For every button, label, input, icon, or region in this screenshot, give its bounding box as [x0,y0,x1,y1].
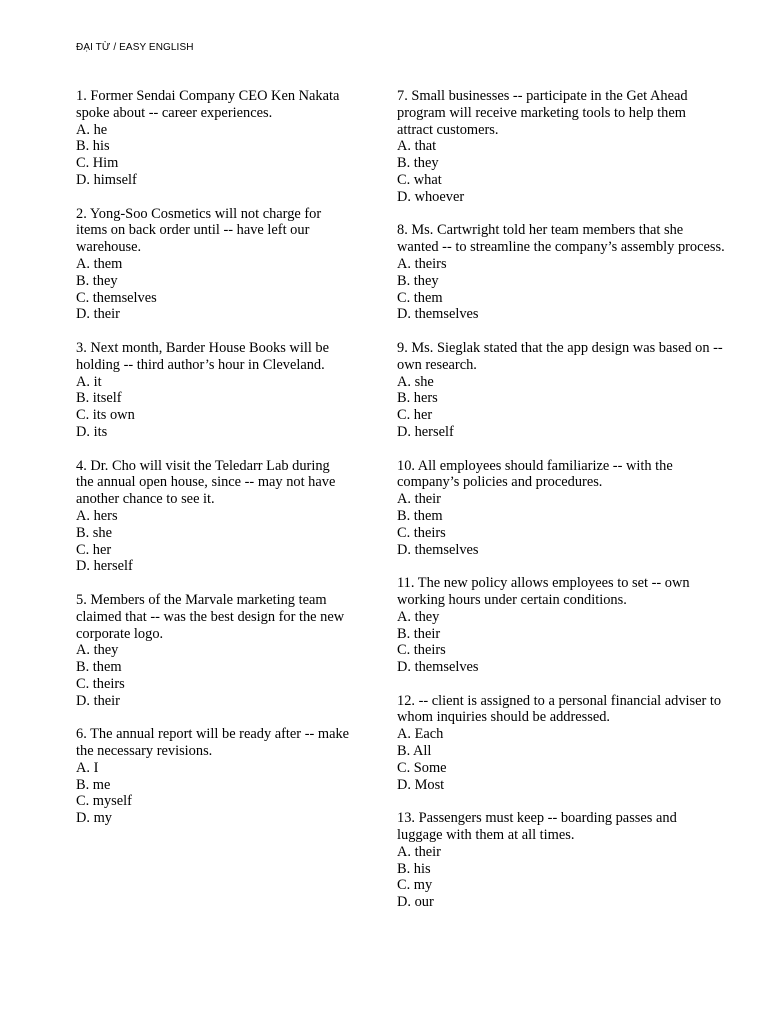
answer-option: D. their [76,306,120,323]
answer-option: D. its [76,423,108,440]
answer-option: B. his [397,860,431,877]
answer-option: A. I [76,759,99,776]
question-spacer [76,709,381,726]
question-stem-line: 9. Ms. Sieglak stated that the app design was based on -- [397,339,723,356]
question-item [397,88,757,206]
question-stem-line: 6. The annual report will be ready after -- make [76,726,350,743]
question-item [397,458,757,559]
answer-option: A. they [397,608,440,625]
answer-option: C. theirs [397,524,446,541]
question-stem-line: company’s policies and procedures. [397,474,603,491]
answer-option: B. they [397,272,439,289]
question-stem-line: items on back order until -- have left our [76,222,310,239]
answer-option: D. my [76,810,112,827]
answer-option: A. theirs [397,255,447,272]
answer-option: B. their [397,625,441,642]
question-item [76,88,381,189]
answer-option: C. Some [397,759,447,776]
answer-option: C. her [76,541,112,558]
answer-option: D. herself [397,423,454,440]
question-spacer [397,793,757,810]
answer-option: A. their [397,491,441,508]
question-stem-line: 5. Members of the Marvale marketing team [76,591,327,608]
question-spacer [76,323,381,340]
answer-option: D. themselves [397,541,479,558]
question-spacer [397,441,757,458]
answer-option: B. she [76,524,112,541]
question-spacer [397,676,757,693]
answer-option: D. himself [76,171,137,188]
answer-option: C. her [397,407,433,424]
answer-option: D. their [76,692,120,709]
right-column [397,88,757,911]
answer-option: C. them [397,289,443,306]
question-stem-line: another chance to see it. [76,491,215,508]
answer-option: C. theirs [76,675,125,692]
question-stem-line: own research. [397,356,477,373]
question-item [397,340,757,441]
answer-option: A. that [397,138,437,155]
question-stem-line: the necessary revisions. [76,743,213,760]
answer-option: A. their [397,843,441,860]
answer-option: C. themselves [76,289,157,306]
question-stem-line: 8. Ms. Cartwright told her team members that she [397,222,684,239]
answer-option: D. themselves [397,659,479,676]
question-stem-line: warehouse. [76,239,142,256]
page-header: ĐẠI TỪ / EASY ENGLISH [76,42,194,53]
question-stem-line: attract customers. [397,121,499,138]
answer-option: B. hers [397,390,438,407]
question-stem-line: whom inquiries should be addressed. [397,709,611,726]
question-item [397,222,757,323]
answer-option: C. my [397,877,433,894]
question-stem-line: 7. Small businesses -- participate in the Get Ahead [397,88,688,104]
question-stem-line: 10. All employees should familiarize -- with the [397,457,673,474]
question-spacer [397,558,757,575]
answer-option: A. hers [76,507,118,524]
question-stem-line: holding -- third author’s hour in Cleveland. [76,356,325,373]
question-stem-line: 12. -- client is assigned to a personal financial adviser to [397,692,722,709]
answer-option: D. themselves [397,306,479,323]
question-spacer [76,189,381,206]
answer-option: C. theirs [397,642,446,659]
question-spacer [76,441,381,458]
question-stem-line: wanted -- to streamline the company’s assembly process. [397,239,725,256]
answer-option: B. his [76,138,110,155]
answer-option: A. he [76,121,108,138]
question-item [76,458,381,576]
question-item [76,340,381,441]
question-item [397,810,757,911]
answer-option: C. Him [76,155,119,172]
answer-option: D. our [397,894,434,911]
answer-option: A. she [397,373,434,390]
question-stem-line: spoke about -- career experiences. [76,104,273,121]
question-item [76,206,381,324]
question-stem-line: claimed that -- was the best design for the new [76,608,345,625]
answer-option: B. me [76,776,111,793]
question-item [76,726,381,827]
question-stem-line: luggage with them at all times. [397,827,575,844]
answer-option: A. Each [397,726,444,743]
answer-option: C. myself [76,793,132,810]
answer-option: A. it [76,373,102,390]
question-stem-line: program will receive marketing tools to help them [397,104,686,121]
question-item [397,575,757,676]
answer-option: A. them [76,255,123,272]
question-stem-line: 3. Next month, Barder House Books will be [76,339,330,356]
answer-option: B. All [397,743,432,760]
answer-option: B. they [397,155,439,172]
question-stem-line: 11. The new policy allows employees to set -- own [397,575,690,592]
answer-option: D. Most [397,776,445,793]
question-stem-line: 2. Yong-Soo Cosmetics will not charge for [76,205,322,222]
answer-option: A. they [76,642,119,659]
question-stem-line: 4. Dr. Cho will visit the Teledarr Lab during [76,457,330,474]
answer-option: B. them [397,507,443,524]
question-item [397,693,757,794]
left-column [76,88,381,827]
answer-option: D. herself [76,558,133,575]
answer-option: B. them [76,659,122,676]
question-stem-line: 1. Former Sendai Company CEO Ken Nakata [76,88,340,104]
answer-option: C. what [397,171,442,188]
question-spacer [397,323,757,340]
question-stem-line: working hours under certain conditions. [397,591,627,608]
question-item [76,592,381,710]
answer-option: B. they [76,272,118,289]
question-stem-line: corporate logo. [76,625,164,642]
question-spacer [76,575,381,592]
question-stem-line: 13. Passengers must keep -- boarding passes and [397,810,677,827]
question-spacer [397,206,757,223]
answer-option: C. its own [76,407,135,424]
answer-option: D. whoever [397,188,465,205]
question-stem-line: the annual open house, since -- may not have [76,474,336,491]
answer-option: B. itself [76,390,122,407]
